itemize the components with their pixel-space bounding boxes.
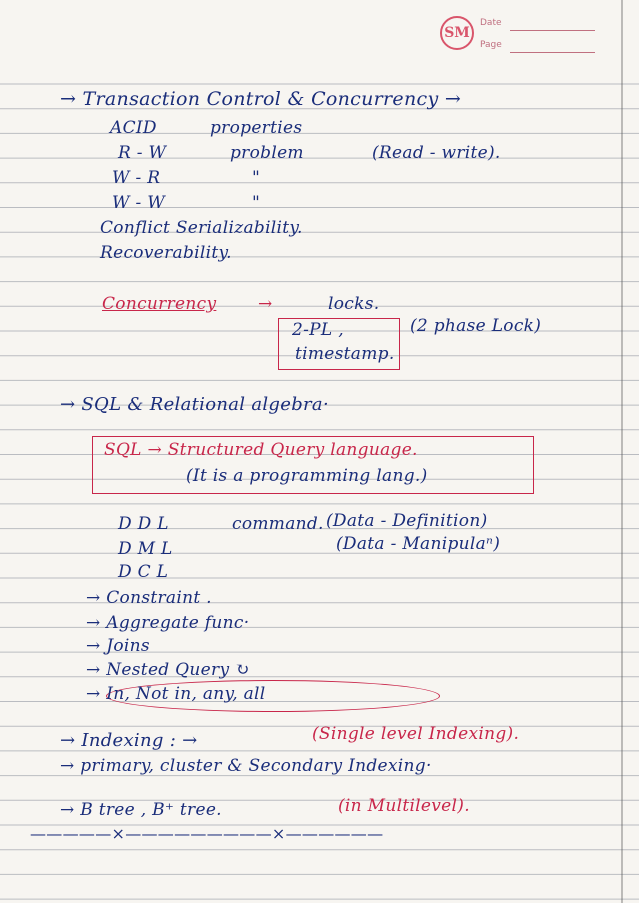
note-ddl-command: command. [232,514,324,534]
page-label: Page [480,40,502,50]
note-data-definition: (Data - Definition) [326,511,488,531]
date-label: Date [480,18,502,28]
brand-logo: SM [440,16,474,50]
note-rw-problem: problem [230,143,304,163]
note-rw: R - W [118,143,167,163]
note-nested-query: → Nested Query ↻ [86,660,250,680]
note-wr: W - R [112,168,161,188]
note-index-types: → primary, cluster & Secondary Indexing· [60,756,432,776]
heading-indexing: → Indexing : → [60,730,198,751]
note-single-level-indexing: (Single level Indexing). [312,724,520,744]
note-locks: locks. [328,294,380,314]
note-concurrency: Concurrency [102,294,217,314]
note-joins: → Joins [86,636,150,656]
note-in-not-in-any-all: → In, Not in, any, all [86,684,266,704]
note-sql-structured: SQL → Structured Query language. [104,440,418,460]
note-multilevel: (in Multilevel). [338,796,470,816]
end-separator: —————×—————————×—————— [30,824,384,843]
note-constraint: → Constraint . [86,588,212,608]
note-b-tree: → B tree , B⁺ tree. [60,800,222,820]
note-wr-ditto: " [252,168,261,188]
note-2pl: 2-PL , [292,320,344,340]
note-2-phase-lock: (2 phase Lock) [410,316,542,336]
note-recoverability: Recoverability. [100,243,232,263]
note-acid-properties: properties [210,118,303,138]
note-concurrency-arrow: → [258,294,273,314]
note-ww: W - W [112,193,165,213]
heading-transaction: → Transaction Control & Concurrency → [60,88,462,110]
note-timestamp: timestamp. [295,344,395,364]
note-conflict-serializability: Conflict Serializability. [100,218,303,238]
heading-sql: → SQL & Relational algebra· [60,394,329,415]
note-programming-lang: (It is a programming lang.) [186,466,428,486]
note-aggregate-func: → Aggregate func· [86,613,250,633]
note-ww-ditto: " [252,193,261,213]
note-data-manipulation: (Data - Manipulaⁿ) [336,534,501,554]
note-read-write: (Read - write). [372,143,501,163]
note-ddl: D D L [118,514,169,534]
note-dcl: D C L [118,562,169,582]
page-field-line [510,52,595,53]
date-field-line [510,30,595,31]
page-header [440,14,600,60]
note-acid: ACID [110,118,157,138]
note-dml: D M L [118,539,173,559]
